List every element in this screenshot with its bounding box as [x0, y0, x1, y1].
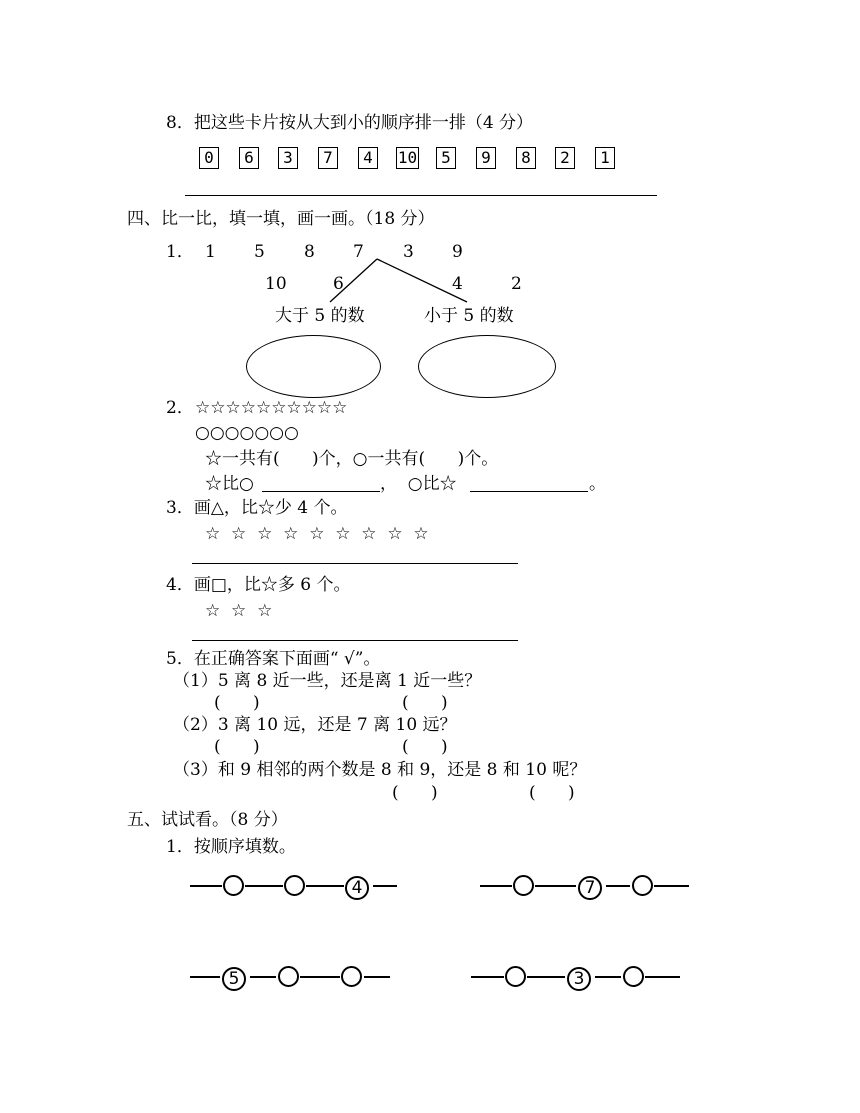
number-card: 5: [436, 147, 456, 169]
number: 7: [353, 242, 364, 262]
connector-line: [527, 976, 565, 978]
compare-blank-2[interactable]: [470, 491, 588, 492]
q2-compare-c: 。: [589, 474, 606, 494]
empty-circle[interactable]: [341, 966, 362, 987]
greater-than-5-oval[interactable]: [246, 335, 381, 398]
number-card: 0: [199, 147, 219, 169]
number: 2: [511, 274, 522, 294]
less-than-5-oval[interactable]: [418, 335, 556, 398]
compare-blank-1[interactable]: [262, 491, 380, 492]
number: 8: [304, 242, 315, 262]
empty-circle[interactable]: [278, 966, 299, 987]
circled-number: 7: [578, 876, 602, 900]
empty-circle[interactable]: [632, 875, 653, 896]
empty-circle[interactable]: [284, 875, 305, 896]
q1-label: 1．: [166, 242, 194, 262]
s5-q1-text: 1．按顺序填数。: [166, 837, 296, 857]
number-card: 7: [318, 147, 338, 169]
circled-number: 3: [567, 967, 591, 991]
empty-circle[interactable]: [623, 966, 644, 987]
connector-line: [364, 976, 390, 978]
q3-draw-line[interactable]: [192, 563, 518, 564]
connector-line: [471, 976, 504, 978]
q2-compare-b: ， ○比☆: [380, 474, 457, 494]
q5-text: 5．在正确答案下面画“ √”。: [166, 649, 381, 669]
connector-line: [306, 885, 344, 887]
number: 4: [452, 274, 463, 294]
connector-line: [654, 885, 689, 887]
number-card: 1: [595, 147, 615, 169]
q2-compare-a: ☆比○: [205, 474, 254, 494]
q5-part-1: （1）5 离 8 近一些，还是离 1 近一些？: [173, 671, 482, 691]
q3-text: 3．画△，比☆少 4 个。: [166, 498, 348, 518]
connector-line: [250, 976, 276, 978]
number-card: 9: [476, 147, 496, 169]
connector-line: [190, 976, 220, 978]
q3-stars: ☆ ☆ ☆ ☆ ☆ ☆ ☆ ☆ ☆: [205, 524, 429, 544]
circled-number: 4: [345, 876, 369, 900]
empty-circle[interactable]: [505, 966, 526, 987]
connector-line: [245, 885, 283, 887]
less-than-5-label: 小于 5 的数: [424, 306, 514, 326]
stars-row: ☆☆☆☆☆☆☆☆☆☆: [195, 398, 348, 418]
answer-paren[interactable]: ( ): [214, 737, 260, 757]
answer-paren[interactable]: ( ): [402, 693, 448, 713]
connector-line: [606, 885, 630, 887]
number: 3: [403, 242, 414, 262]
answer-paren[interactable]: ( ): [529, 783, 575, 803]
number: 10: [265, 274, 287, 294]
connector-line: [535, 885, 576, 887]
number: 9: [452, 242, 463, 262]
q2-label: 2．: [166, 398, 194, 418]
q5-part-3: （3）和 9 相邻的两个数是 8 和 9，还是 8 和 10 呢？: [173, 760, 587, 780]
greater-than-5-label: 大于 5 的数: [275, 306, 365, 326]
section-5-heading: 五、试试看。（8 分）: [127, 810, 288, 830]
q8-title: 8．把这些卡片按从大到小的顺序排一排（4 分）: [166, 113, 534, 133]
answer-paren[interactable]: ( ): [392, 783, 438, 803]
empty-circle[interactable]: [223, 875, 244, 896]
number-card: 2: [555, 147, 575, 169]
number: 1: [205, 242, 216, 262]
connector-line: [300, 976, 340, 978]
empty-circle[interactable]: [513, 875, 534, 896]
q2-count-line: ☆一共有( )个，○一共有( )个。: [205, 449, 499, 469]
q4-text: 4．画□，比☆多 6 个。: [166, 575, 351, 595]
number-card: 4: [358, 147, 378, 169]
q4-draw-line[interactable]: [192, 640, 518, 641]
connector-line: [645, 976, 680, 978]
answer-paren[interactable]: ( ): [214, 693, 260, 713]
connector-line: [190, 885, 222, 887]
answer-paren[interactable]: ( ): [402, 737, 448, 757]
number: 5: [254, 242, 265, 262]
number-card: 3: [278, 147, 298, 169]
connector-line: [595, 976, 621, 978]
number-card: 8: [516, 147, 536, 169]
number-card: 10: [397, 148, 418, 167]
section-4-heading: 四、比一比，填一填，画一画。（18 分）: [127, 209, 435, 229]
number-card: 6: [239, 147, 259, 169]
q5-part-2: （2）3 离 10 远，还是 7 离 10 远？: [173, 715, 457, 735]
number: 6: [333, 274, 344, 294]
circled-number: 5: [222, 967, 246, 991]
circles-row: ○○○○○○○: [195, 423, 299, 443]
q4-stars: ☆ ☆ ☆: [205, 601, 273, 621]
connector-line: [373, 885, 397, 887]
connector-line: [480, 885, 512, 887]
